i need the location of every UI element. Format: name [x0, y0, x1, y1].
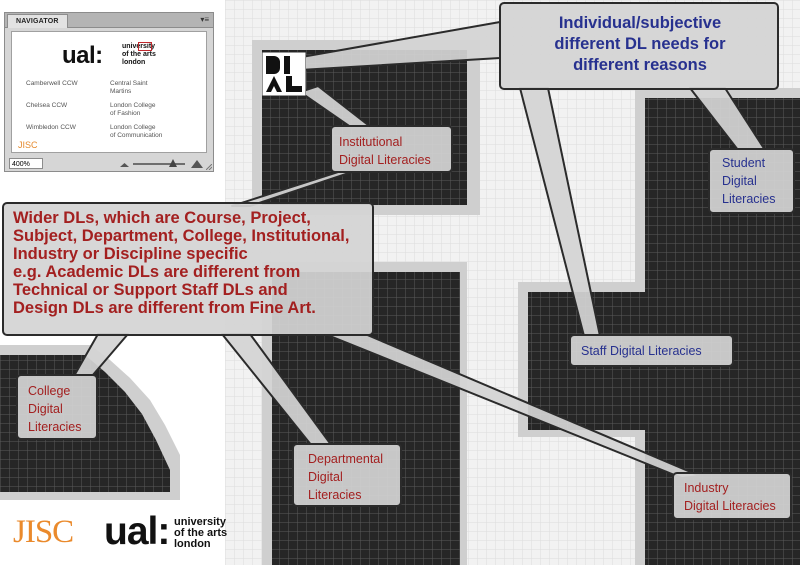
jisc-logo: JISC [13, 514, 74, 550]
callout-institutional-text: Institutional Digital Literacies [339, 135, 431, 167]
ual-logo-text: university of the arts london [174, 516, 228, 550]
thumbnail-ual-text: university of the arts london [122, 43, 156, 66]
callout-college [16, 374, 98, 440]
callout-staff [569, 334, 734, 367]
callout-industry-text: Industry Digital Literacies [684, 481, 776, 513]
thumbnail-college-item: Camberwell CCW [26, 80, 78, 87]
zoom-in-icon[interactable] [191, 158, 203, 169]
thumbnail-college-item: London College of Communication [110, 124, 163, 139]
zoom-slider[interactable] [133, 163, 185, 165]
thumbnail-jisc-logo: JISC [18, 140, 38, 150]
zoom-level-field[interactable]: 400% [9, 158, 43, 169]
callout-student-text: Student Digital Literacies [722, 156, 776, 206]
thumbnail-college-item: Wimbledon CCW [26, 124, 76, 131]
dial-logo-icon [262, 52, 306, 96]
callout-individual-text: Individual/subjective different DL needs for different reasons [554, 14, 726, 74]
thumbnail-college-item: Central Saint Martins [110, 80, 148, 95]
navigator-panel [4, 12, 214, 172]
callout-industry [672, 472, 792, 520]
callout-departmental [292, 443, 402, 507]
callout-student [708, 148, 795, 214]
callout-individual [499, 2, 779, 90]
callout-staff-text: Staff Digital Literacies [581, 344, 702, 358]
zoom-slider-handle[interactable] [169, 159, 177, 167]
callout-wider [2, 202, 374, 336]
view-area-indicator[interactable] [138, 42, 152, 51]
callout-departmental-text: Departmental Digital Literacies [308, 452, 384, 502]
tab-navigator[interactable]: NAVIGATOR [7, 14, 68, 28]
navigator-tab-bar [5, 13, 213, 28]
ual-logo: ual: [104, 510, 170, 553]
resize-grip-icon[interactable] [206, 164, 212, 170]
thumbnail-college-item: London College of Fashion [110, 102, 156, 117]
navigator-zoom-controls [5, 157, 213, 171]
panel-menu-icon[interactable]: ▾≡ [200, 15, 209, 24]
zoom-out-icon[interactable] [120, 159, 129, 168]
thumbnail-ual-logo: ual: [62, 42, 103, 69]
thumbnail-college-item: Chelsea CCW [26, 102, 68, 109]
callout-college-text: College Digital Literacies [28, 384, 82, 434]
callout-wider-text: Wider DLs, which are Course, Project, Subject, Department, College, Institutional, Industry or Discipline specific e.g. Academic DLs are different from Technical or Support Staff DLs and Design DLs are different from Fine Art. [13, 209, 350, 317]
callout-institutional [330, 125, 453, 173]
navigator-thumbnail[interactable] [11, 31, 207, 153]
